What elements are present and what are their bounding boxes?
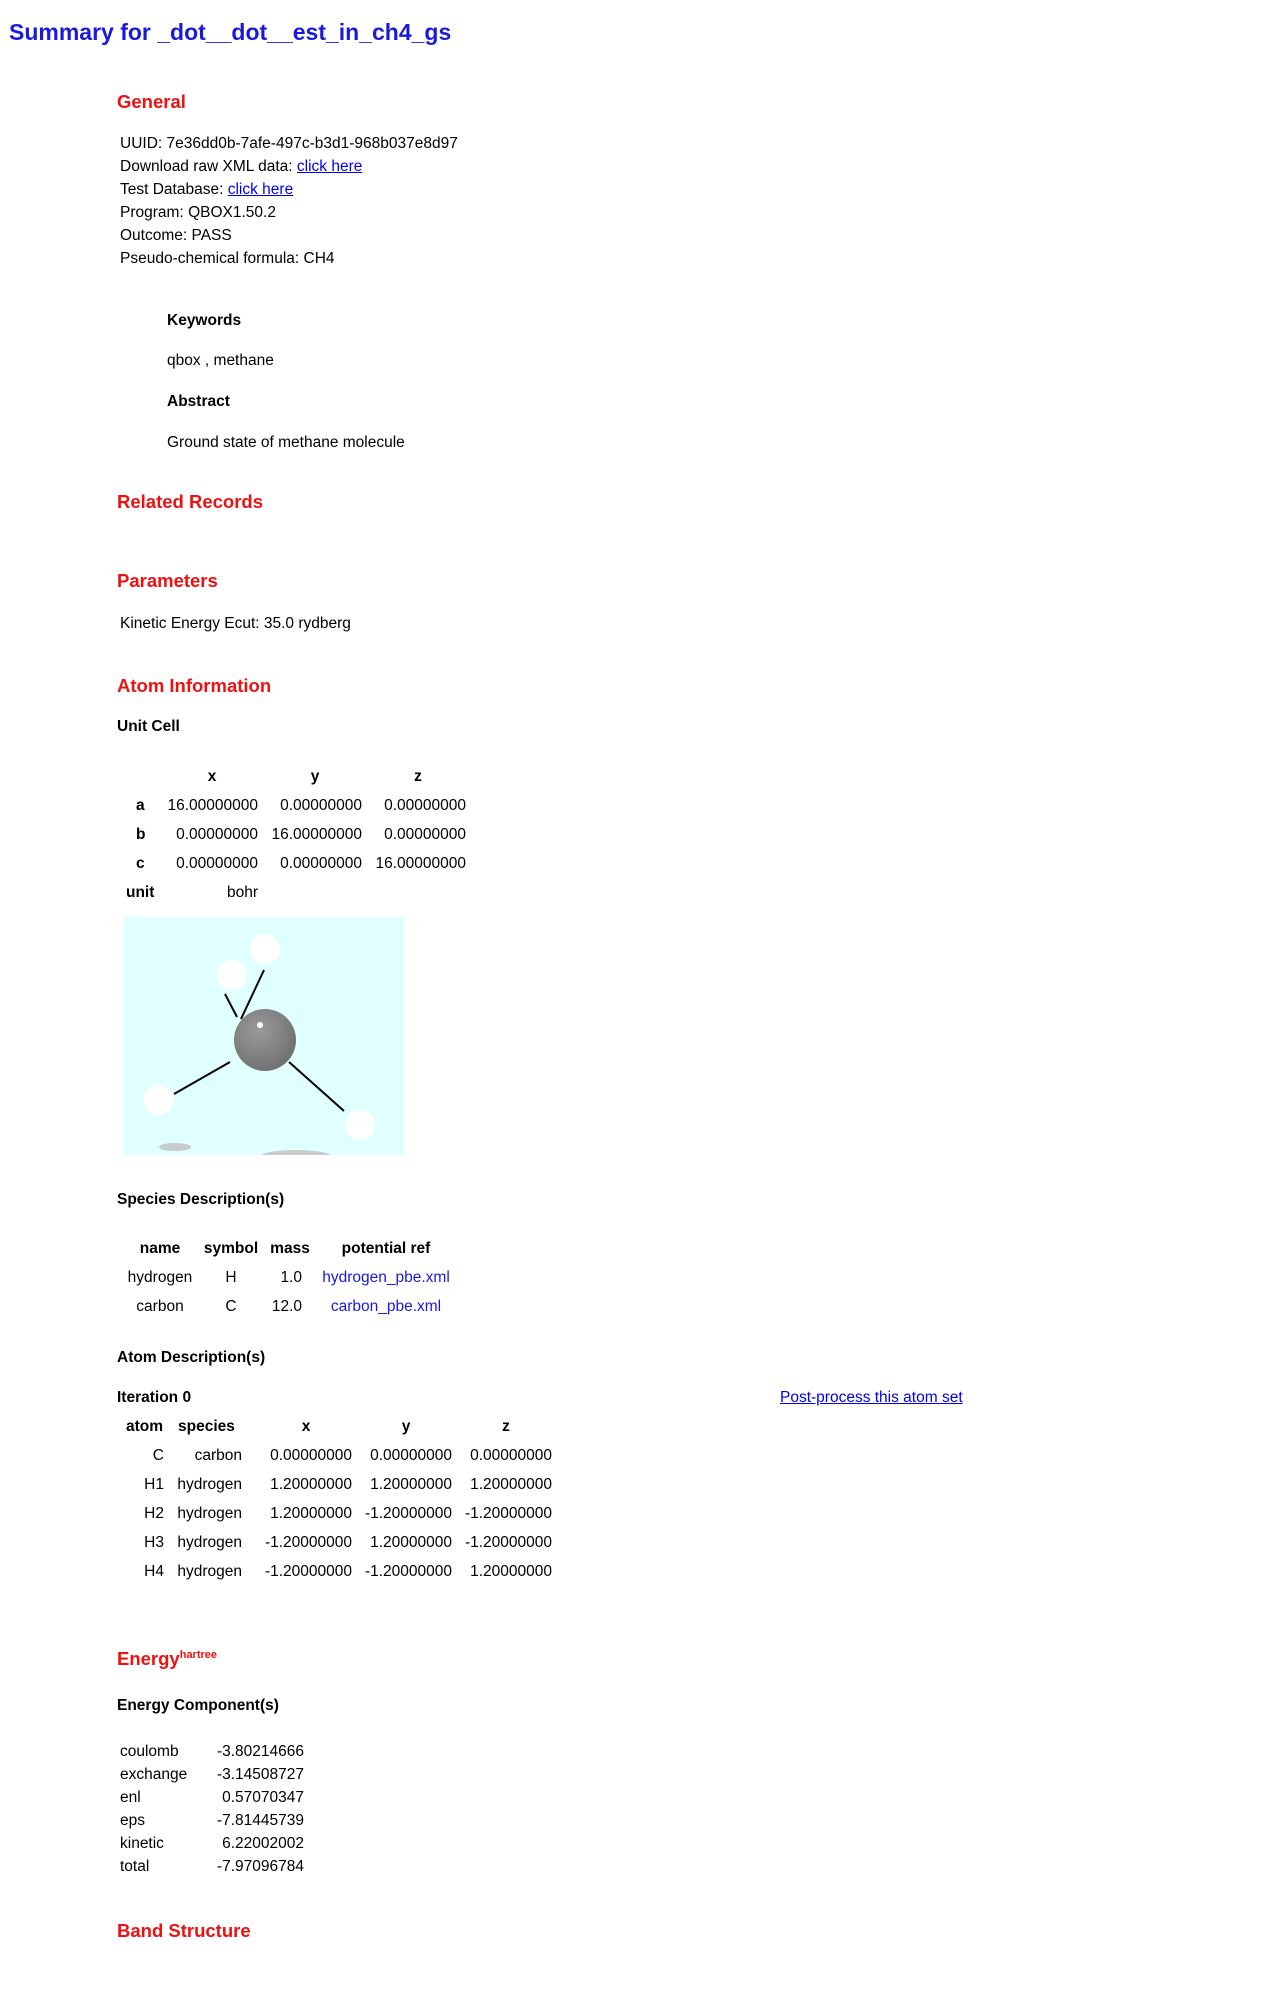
general-info bbox=[120, 132, 458, 270]
species-mass: 12.0 bbox=[271, 1298, 302, 1315]
energy-unit: hartree bbox=[179, 1648, 218, 1661]
unit-cell-col-x: x bbox=[207, 768, 217, 785]
uuid-label: UUID: bbox=[120, 135, 163, 152]
atom-col-species: species bbox=[178, 1418, 235, 1435]
atom-y: 1.20000000 bbox=[370, 1534, 452, 1551]
atom-species: carbon bbox=[194, 1447, 242, 1464]
unit-cell-value: 0.00000000 bbox=[280, 855, 362, 872]
atom-z: 1.20000000 bbox=[470, 1476, 552, 1493]
shadow bbox=[260, 1150, 332, 1155]
potential-ref-link[interactable]: hydrogen_pbe.xml bbox=[322, 1269, 450, 1286]
abstract-value: Ground state of methane molecule bbox=[167, 434, 405, 451]
atom-y: 1.20000000 bbox=[370, 1476, 452, 1493]
energy-value: -7.81445739 bbox=[216, 1812, 304, 1829]
ecut-value: Kinetic Energy Ecut: 35.0 rydberg bbox=[120, 615, 351, 632]
hydrogen-atom bbox=[144, 1085, 174, 1115]
energy-components-heading: Energy Component(s) bbox=[117, 1697, 279, 1714]
formula-value: CH4 bbox=[303, 250, 335, 267]
unit-cell-value: 16.00000000 bbox=[271, 826, 362, 843]
unit-cell-row-label: c bbox=[136, 855, 145, 872]
shadow bbox=[159, 1143, 191, 1151]
uuid-line bbox=[120, 132, 458, 155]
atom-z: -1.20000000 bbox=[464, 1505, 552, 1522]
energy-name: coulomb bbox=[120, 1743, 179, 1760]
formula-label: Pseudo-chemical formula: bbox=[120, 250, 300, 267]
methane-molecule-image bbox=[124, 917, 404, 1155]
unit-cell-col-z: z bbox=[414, 768, 422, 785]
atom-x: 0.00000000 bbox=[270, 1447, 352, 1464]
atom-col-z: z bbox=[502, 1418, 510, 1435]
energy-value: -3.80214666 bbox=[216, 1743, 304, 1760]
outcome-value: PASS bbox=[191, 227, 232, 244]
test-database-link[interactable]: click here bbox=[227, 181, 294, 198]
energy-value: -7.97096784 bbox=[216, 1858, 304, 1875]
atom-id: H2 bbox=[144, 1505, 164, 1522]
atom-id: H3 bbox=[144, 1534, 164, 1551]
program-label: Program: bbox=[120, 204, 184, 221]
unit-cell-value: 16.00000000 bbox=[375, 855, 466, 872]
atom-species: hydrogen bbox=[177, 1563, 242, 1580]
atom-y: -1.20000000 bbox=[364, 1563, 452, 1580]
energy-name: kinetic bbox=[120, 1835, 164, 1852]
atom-species: hydrogen bbox=[177, 1505, 242, 1522]
atom-species: hydrogen bbox=[177, 1534, 242, 1551]
atom-x: -1.20000000 bbox=[264, 1563, 352, 1580]
species-col-mass: mass bbox=[270, 1240, 310, 1257]
species-col-name: name bbox=[139, 1240, 181, 1257]
atom-z: 0.00000000 bbox=[470, 1447, 552, 1464]
unit-cell-col-y: y bbox=[310, 768, 320, 785]
unit-cell-heading: Unit Cell bbox=[117, 718, 180, 735]
atom-description-heading: Atom Description(s) bbox=[117, 1349, 266, 1366]
species-col-potential: potential ref bbox=[341, 1240, 431, 1257]
download-xml-link[interactable]: click here bbox=[296, 158, 363, 175]
atom-col-y: y bbox=[401, 1418, 411, 1435]
program-line bbox=[120, 201, 458, 224]
energy-heading bbox=[117, 1648, 217, 1670]
xml-line bbox=[120, 155, 458, 178]
potential-ref-link[interactable]: carbon_pbe.xml bbox=[330, 1298, 442, 1315]
bond bbox=[225, 994, 237, 1017]
unit-cell-value: 0.00000000 bbox=[384, 797, 466, 814]
atom-id: H4 bbox=[144, 1563, 164, 1580]
unit-cell-value: 0.00000000 bbox=[280, 797, 362, 814]
atom-x: -1.20000000 bbox=[264, 1534, 352, 1551]
atom-x: 1.20000000 bbox=[270, 1505, 352, 1522]
program-value: QBOX1.50.2 bbox=[188, 204, 276, 221]
abstract-heading: Abstract bbox=[167, 393, 230, 410]
atom-id: C bbox=[152, 1447, 164, 1464]
energy-value: -3.14508727 bbox=[216, 1766, 304, 1783]
hydrogen-atom bbox=[345, 1110, 375, 1140]
bond bbox=[174, 1062, 230, 1094]
xml-label: Download raw XML data: bbox=[120, 158, 293, 175]
unit-cell-row-label: a bbox=[136, 797, 145, 814]
carbon-atom bbox=[234, 1009, 296, 1071]
unit-label: unit bbox=[126, 884, 155, 901]
atom-x: 1.20000000 bbox=[270, 1476, 352, 1493]
molecule-svg bbox=[124, 917, 404, 1155]
unit-cell-value: 0.00000000 bbox=[176, 855, 258, 872]
energy-value: 0.57070347 bbox=[222, 1789, 304, 1806]
atom-y: 0.00000000 bbox=[370, 1447, 452, 1464]
energy-name: enl bbox=[120, 1789, 141, 1806]
atom-y: -1.20000000 bbox=[364, 1505, 452, 1522]
band-structure-heading: Band Structure bbox=[117, 1920, 251, 1941]
post-process-link[interactable]: Post-process this atom set bbox=[780, 1389, 963, 1406]
atom-information-heading: Atom Information bbox=[117, 675, 272, 696]
db-line bbox=[120, 178, 458, 201]
db-label: Test Database: bbox=[120, 181, 224, 198]
species-name: carbon bbox=[136, 1298, 184, 1315]
hydrogen-atom bbox=[250, 934, 280, 964]
parameters-heading: Parameters bbox=[117, 570, 218, 591]
uuid-value: 7e36dd0b-7afe-497c-b3d1-968b037e8d97 bbox=[166, 135, 458, 152]
unit-cell-value: 16.00000000 bbox=[167, 797, 258, 814]
energy-name: eps bbox=[120, 1812, 145, 1829]
species-name: hydrogen bbox=[127, 1269, 193, 1286]
energy-heading-text: Energy bbox=[117, 1648, 180, 1669]
unit-cell-value: 0.00000000 bbox=[384, 826, 466, 843]
unit-cell-row-label: b bbox=[136, 826, 146, 843]
formula-line bbox=[120, 247, 458, 270]
related-records-heading: Related Records bbox=[117, 491, 263, 512]
energy-value: 6.22002002 bbox=[222, 1835, 304, 1852]
species-symbol: H bbox=[225, 1269, 237, 1286]
atom-species: hydrogen bbox=[177, 1476, 242, 1493]
species-mass: 1.0 bbox=[280, 1269, 302, 1286]
species-symbol: C bbox=[225, 1298, 237, 1315]
outcome-line bbox=[120, 224, 458, 247]
atom-col-x: x bbox=[301, 1418, 311, 1435]
highlight bbox=[257, 1022, 263, 1028]
outcome-label: Outcome: bbox=[120, 227, 188, 244]
unit-cell-value: 0.00000000 bbox=[176, 826, 258, 843]
bond bbox=[289, 1062, 344, 1111]
species-heading: Species Description(s) bbox=[117, 1191, 285, 1208]
atom-z: -1.20000000 bbox=[464, 1534, 552, 1551]
page-title: Summary for _dot__dot__est_in_ch4_gs bbox=[9, 19, 452, 45]
energy-name: exchange bbox=[120, 1766, 188, 1783]
atom-z: 1.20000000 bbox=[470, 1563, 552, 1580]
unit-value: bohr bbox=[227, 884, 259, 901]
general-heading: General bbox=[117, 91, 186, 112]
atom-id: H1 bbox=[144, 1476, 164, 1493]
energy-name: total bbox=[120, 1858, 150, 1875]
keywords-heading: Keywords bbox=[167, 312, 242, 329]
iteration-label: Iteration 0 bbox=[117, 1389, 192, 1406]
keywords-value: qbox , methane bbox=[167, 352, 274, 369]
atom-col-atom: atom bbox=[126, 1418, 164, 1435]
hydrogen-atom bbox=[217, 960, 247, 990]
species-col-symbol: symbol bbox=[203, 1240, 259, 1257]
